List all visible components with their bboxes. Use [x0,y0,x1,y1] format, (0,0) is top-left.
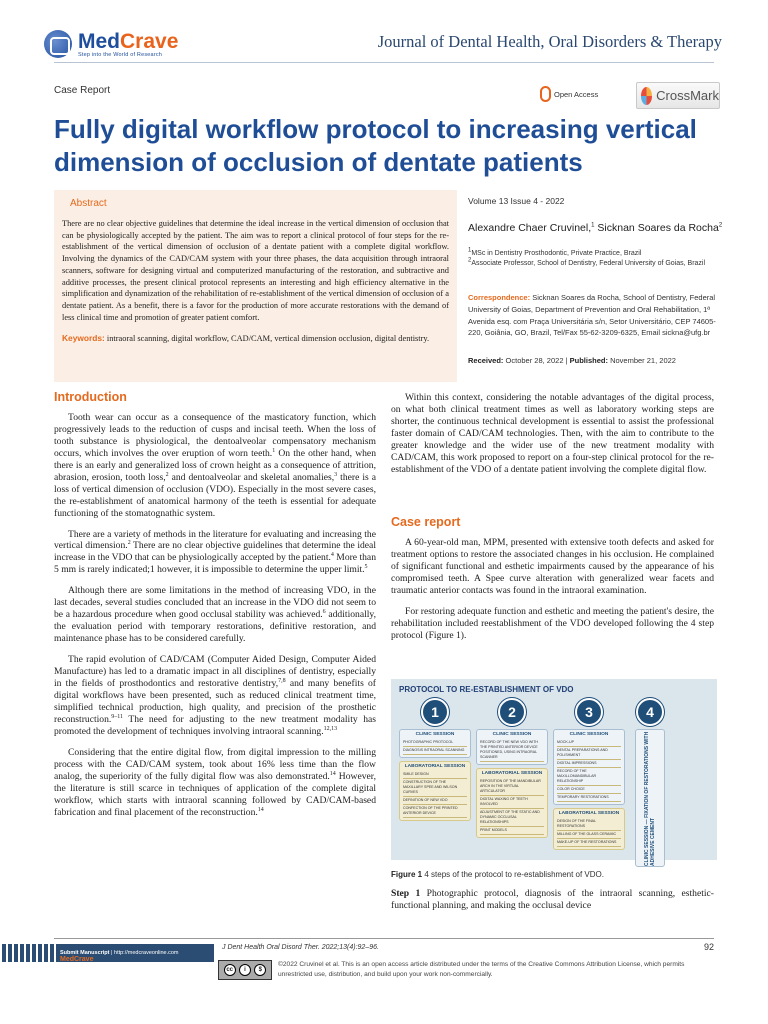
step-3-clinic: CLINIC SESSION MOCK-UP DENTAL PREPARATIONS AND POLISHMENT DIGITAL IMPRESSIONS RECORD OF THE MAXILLOMANDIBULAR RELATIONSHIP COLOR CHOICE TEMPORARY RESTORATIONS [553,729,625,805]
step-3-badge: 3 [575,698,603,726]
stripes-decoration [0,944,56,962]
article-title: Fully digital workflow protocol to increasing vertical dimension of occlusion of dentate patients [54,114,697,177]
published-label: Published: [569,356,608,365]
received-label: Received: [468,356,504,365]
intro-paragraph-5: Considering that the entire digital flow, from digital impression to the milling process with the CAD/CAM system, took about 16% less time than the flow analog, the superiority of the fully digital flow was also demonstrated.$^{14}$ However, the literature is still scarce in techniques of application of the complete digital workflow, which starts with intraoral scanning followed by CAD/CAM-based fabrication and final placement of the reconstruction.$^{14}$ [54,746,376,818]
affiliation-2: $^2$Associate Professor, School of Dentistry, Federal University of Goias, Brazil [468,257,706,267]
abstract-box [54,190,457,382]
affiliations [468,249,730,268]
license-text: ©2022 Cruvinel et al. This is an open access article distributed under the terms of the Creative Commons Attribution License, which permits unrestricted use, distribution, and build upon your work non-commercially. [278,961,685,978]
figure-title: PROTOCOL TO RE-ESTABLISHMENT OF VDO [399,685,574,694]
open-access-badge[interactable] [540,86,598,102]
dates: Received: October 28, 2022 | Published: November 21, 2022 [468,356,676,365]
open-access-lock-icon [540,86,551,102]
step-2-lab: LABORATORIAL SESSION REPOSITION OF THE MANDIBULAR ARCH IN THE VIRTUAL ARTICULATOR DIGITAL WAXING OF TEETH INVOLVED ADJUSTMENT OF THE STATIC AND DYNAMIC OCCLUSAL RELATIONSHIPS PRINT MODELS [476,768,548,838]
step-3-lab: LABORATORIAL SESSION DESIGN OF THE FINAL RESTORATIONS MILLING OF THE GLASS CERAMIC MAKE-UP OF THE RESTORATIONS [553,808,625,850]
journal-title: Journal of Dental Health, Oral Disorders & Therapy [377,32,722,51]
step-1-clinic: CLINIC SESSION PHOTOGRAPHIC PROTOCOL DIAGNOSIS INTRAORAL SCANNING [399,729,471,758]
step-1-badge: 1 [421,698,449,726]
step-2-clinic: CLINIC SESSION RECORD OF THE NEW VDO WITH THE PRINTED ANTERIOR DEVICE POSITIONED, USING INTRAORAL SCANNER [476,729,548,765]
cc-icon: cc [224,964,236,976]
submit-manuscript-link[interactable]: Submit Manuscript [60,950,110,956]
cc-license-badge[interactable] [218,960,272,980]
footer-divider [54,938,714,939]
volume-issue: Volume 13 Issue 4 - 2022 [468,196,565,206]
crossmark-label: CrossMark [656,88,719,103]
abstract-heading: Abstract [70,198,107,209]
affiliation-1: $^1$MSc in Dentistry Prosthodontic, Private Practice, Brazil [468,247,642,257]
introduction-heading: Introduction [54,390,127,404]
crossmark-button[interactable] [636,82,720,109]
submit-manuscript-banner[interactable] [0,944,214,962]
figure-1 [391,679,717,866]
page-number: 92 [703,942,714,952]
logo-name: MedCrave [78,29,179,53]
context-paragraph: Within this context, considering the notable advantages of the digital process, on what both clinical treatment times as well as laboratory working steps are shorter, the continuous technical development is essential to assist the professional faster domain of CAD/CAM technologies. Then, with the aim to contribute to the greater knowledge and the wider use of the new treatment modality with CAD/CAM, this work proposed to report on a four-step clinical protocol for the re-establishment of the VDO of a dentate patient involving the complete digital flow. [391,392,714,475]
right-column-top [391,392,714,485]
abstract-text: There are no clear objective guidelines that determine the ideal increase in the vertical dimension of occlusion that can be physiologically accepted by the patient. The aim was to report a clinical protocol of four steps for the re-establishment of the vertical dimension of occlusion of a dentate patient with a complete digital workflow. Involving the dynamics of the CAD/CAM system with your three phases, the data acquisition through intraoral scanners, software for designing virtual and computerized manufacturing of the restoration, and subtractive and additive processes, the present clinical protocol represents an interesting and high efficiency alternative in the simplification and dynamization of the rehabilitation of re-establishment of the vertical dimension of occlusion of a dentate patient. As a benefit, there is a favor for the production of more accurate restorations with the demand of less clinical time and promotion of greater patient comfort. [62,219,449,322]
article-type: Case Report [54,85,111,96]
case-paragraph-2: For restoring adequate function and esthetic and meeting the patient's desire, the rehabilitation included reestablishment of the VDO developed following the 4 step protocol (Figure 1). [391,605,714,641]
case-paragraph-1: A 60-year-old man, MPM, presented with extensive tooth defects and asked for treatment options to restore the associated changes in his occlusion. He complained of significant functional and esthetic impairments caused by the appearance of his compromised teeth. A Spee curve alteration with generalized wear facets and traumatic anterior contacts was found in the intraoral examination. [391,536,714,596]
case-report-heading: Case report [391,515,461,529]
step-2-badge: 2 [498,698,526,726]
header-divider [54,62,714,63]
correspondence [468,292,730,339]
nc-icon: $ [254,964,266,976]
step-2 [476,698,548,841]
intro-paragraph-2: There are a variety of methods in the literature for evaluating and increasing the vertical dimension.$^2$ There are no clear objective guidelines that determine the ideal increase in the VDO that can be physiologically accepted by the patient.$^4$ More than 5 mm is rarely indicated;1 however, it is impossible to determine the upper limit.$^5$ [54,528,376,576]
left-column [54,392,376,828]
step-4-badge: 4 [636,698,664,726]
citation: J Dent Health Oral Disord Ther. 2022;13(4):92‒96. [222,944,379,951]
medcrave-logo-icon [44,30,72,58]
figure-caption: Figure 1 4 steps of the protocol to re-establishment of VDO. [391,870,604,879]
step-1 [399,698,471,824]
by-icon: i [239,964,251,976]
correspondence-label: Correspondence: [468,293,531,302]
logo-tagline: Step into the World of Research [78,51,163,58]
right-column-case [391,517,714,651]
correspondence-text: Sicknan Soares da Rocha, School of Dentistry, Federal University of Goias, Department of Prevention and Oral Rehabilitation, 1ª Avenida esq. com Praça Universitária s/n, Setor Universitário, CEP 74605-220, Goiânia, GO, Brazil, Tel/Fax 55-62-3209-6325, Email sickna@ufg.br [468,293,716,338]
authors: Alexandre Chaer Cruvinel,$^1$ Sicknan Soares da Rocha$^2$ [468,222,723,234]
step-1-text: Step 1 Photographic protocol, diagnosis of the intraoral scanning, esthetic-functional planning, and making the occlusal device [391,888,714,911]
submit-url[interactable]: | http://medcraveonline.com [111,950,179,956]
crossmark-icon [641,87,652,105]
intro-paragraph-1: Tooth wear can occur as a consequence of the masticatory function, which progressively leads to the reduction of cusps and incisal teeth. When the loss of tooth substance is physiological, the dentoalveolar compensatory mechanism occurs, which involves the over eruption of worn teeth.$^1$ On the other hand, when there is an early and generalized loss of crown height as a consequence of attrition, abrasion, erosion, tooth loss,$^2$ and dentoalveolar and skeletal anomalies,$^3$ there is a loss of vertical dimension of occlusion (VDO). Especially in the most severe cases, the re-establishment of anatomical harmony of the teeth is essential for adequate functioning of the stomatognathic system. [54,411,377,519]
footer-medcrave: MedCrave [60,956,94,963]
open-access-label: Open Access [554,89,599,99]
step-3 [553,698,625,853]
intro-paragraph-4: The rapid evolution of CAD/CAM (Computer Aided Design, Computer Aided Manufacture) has led to a dramatic impact in all disciplines of dentistry, especially in the fields of prosthodontics and restorative dentistry,$^{7,8}$ and many benefits of digital workflows have been presented, such as reduced clinical treatment time, simplified technical production, high quality, and precision of the prosthetic reconstruction.$^{9-11}$ The need for adjusting to the new treatment modality has promoted the development of techniques involving intraoral scanning.$^{12,13}$ [54,654,377,737]
keywords-text: intraoral scanning, digital workflow, CAD/CAM, vertical dimension occlusion, digital dentistry. [106,334,430,344]
keywords-label: Keywords: [62,333,105,344]
step-4 [630,698,670,867]
medcrave-logo[interactable] [44,28,194,60]
step-1-lab: LABORATORIAL SESSION SMILE DESIGN CONSTRUCTION OF THE MAXILLARY SPEE AND WILSON CURVES DEFINITION OF NEW VDO CONFECTION OF THE PRINTED ANTERIOR DEVICE [399,761,471,821]
step-4-clinic: CLINIC SESSION — FIXATION OF RESTORATIONS WITH ADHESIVE CEMENT [635,729,665,867]
keywords [62,333,449,345]
intro-paragraph-3: Although there are some limitations in the method of increasing VDO, in the last decades, several studies concluded that an increase in the VDO did not seem to be a hazardous procedure when good occlusal stability was achieved.$^6$ additionally, the evaluation period with temporary restorations, definitive restoration, and maintenance phase has to be considered carefully. [54,585,376,645]
